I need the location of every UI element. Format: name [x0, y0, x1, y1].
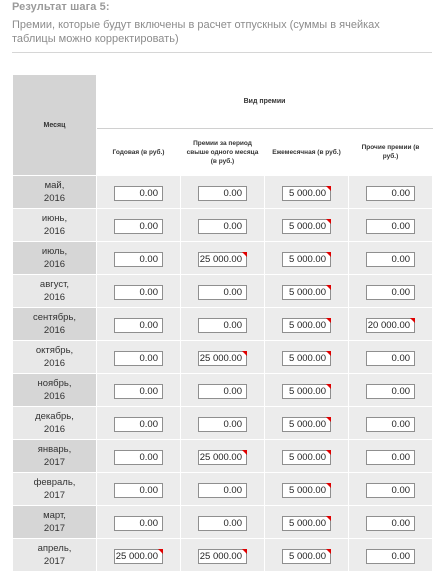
value-cell	[181, 242, 265, 275]
value-cell	[349, 374, 433, 407]
month-name: сентябрь,	[32, 312, 77, 323]
monthly-bonus-input[interactable]: 5 000.00	[282, 285, 331, 300]
month-year: 2017	[43, 523, 66, 534]
period-bonus-input[interactable]: 0.00	[198, 186, 247, 201]
month-year: 2017	[43, 457, 66, 468]
table-row	[13, 440, 433, 473]
month-cell	[13, 176, 97, 209]
period-bonus-input[interactable]: 25 000.00	[198, 549, 247, 564]
period-bonus-input[interactable]: 0.00	[198, 516, 247, 531]
value-cell	[97, 473, 181, 506]
monthly-bonus-input[interactable]: 5 000.00	[282, 318, 331, 333]
value-cell	[265, 506, 349, 539]
other-bonus-input[interactable]: 0.00	[366, 219, 415, 234]
value-cell	[181, 374, 265, 407]
month-cell	[13, 275, 97, 308]
other-bonus-input[interactable]: 0.00	[366, 516, 415, 531]
annual-bonus-input[interactable]: 0.00	[114, 219, 163, 234]
annual-bonus-input[interactable]: 0.00	[114, 417, 163, 432]
month-name: март,	[43, 510, 66, 521]
value-cell	[181, 176, 265, 209]
month-cell	[13, 506, 97, 539]
month-cell	[13, 209, 97, 242]
value-cell	[349, 308, 433, 341]
period-bonus-input[interactable]: 0.00	[198, 417, 247, 432]
value-cell	[349, 341, 433, 374]
month-year: 2016	[43, 391, 66, 402]
month-year: 2016	[43, 259, 66, 270]
table-row	[13, 341, 433, 374]
month-name: ноябрь,	[37, 378, 72, 389]
period-bonus-input[interactable]: 0.00	[198, 384, 247, 399]
value-cell	[97, 539, 181, 572]
month-cell	[13, 440, 97, 473]
monthly-bonus-input[interactable]: 5 000.00	[282, 219, 331, 234]
bonus-type-header: Вид премии	[97, 75, 433, 129]
value-cell	[349, 242, 433, 275]
monthly-bonus-input[interactable]: 5 000.00	[282, 384, 331, 399]
value-cell	[265, 407, 349, 440]
annual-bonus-input[interactable]: 0.00	[114, 384, 163, 399]
table-row	[13, 209, 433, 242]
table-row	[13, 176, 433, 209]
period-bonus-input[interactable]: 25 000.00	[198, 351, 247, 366]
table-row	[13, 374, 433, 407]
month-name: июнь,	[41, 213, 68, 224]
value-cell	[349, 209, 433, 242]
month-cell	[13, 308, 97, 341]
table-row	[13, 275, 433, 308]
column-header-monthly: Ежемесячная (в руб.)	[265, 129, 349, 176]
value-cell	[97, 440, 181, 473]
other-bonus-input[interactable]: 0.00	[366, 384, 415, 399]
column-header-other: Прочие премии (в руб.)	[349, 129, 433, 176]
value-cell	[265, 209, 349, 242]
step-subtitle: Премии, которые будут включены в расчет отпускных (суммы в ячейках таблицы можно корректировать)	[12, 19, 380, 45]
monthly-bonus-input[interactable]: 5 000.00	[282, 252, 331, 267]
value-cell	[181, 308, 265, 341]
value-cell	[97, 308, 181, 341]
value-cell	[349, 275, 433, 308]
bonus-table	[12, 74, 433, 572]
value-cell	[349, 440, 433, 473]
value-cell	[265, 275, 349, 308]
month-year: 2016	[43, 292, 66, 303]
annual-bonus-input[interactable]: 0.00	[114, 285, 163, 300]
month-name: февраль,	[33, 477, 76, 488]
value-cell	[181, 341, 265, 374]
monthly-bonus-input[interactable]: 5 000.00	[282, 351, 331, 366]
annual-bonus-input[interactable]: 25 000.00	[114, 549, 163, 564]
step-title: Результат шага 5:	[12, 1, 110, 13]
month-cell	[13, 374, 97, 407]
value-cell	[265, 176, 349, 209]
monthly-bonus-input[interactable]: 5 000.00	[282, 186, 331, 201]
table-row	[13, 539, 433, 572]
value-cell	[97, 506, 181, 539]
value-cell	[265, 440, 349, 473]
value-cell	[181, 407, 265, 440]
month-cell	[13, 407, 97, 440]
month-year: 2016	[43, 358, 66, 369]
period-bonus-input[interactable]: 0.00	[198, 483, 247, 498]
value-cell	[181, 506, 265, 539]
month-year: 2016	[43, 424, 66, 435]
separator	[12, 52, 432, 53]
month-cell	[13, 341, 97, 374]
value-cell	[265, 539, 349, 572]
month-name: апрель,	[37, 543, 72, 554]
other-bonus-input[interactable]: 0.00	[366, 483, 415, 498]
value-cell	[181, 209, 265, 242]
annual-bonus-input[interactable]: 0.00	[114, 252, 163, 267]
value-cell	[265, 374, 349, 407]
month-name: май,	[44, 180, 65, 191]
monthly-bonus-input[interactable]: 5 000.00	[282, 516, 331, 531]
table-row	[13, 242, 433, 275]
month-year: 2017	[43, 556, 66, 567]
month-year: 2016	[43, 193, 66, 204]
monthly-bonus-input[interactable]: 5 000.00	[282, 417, 331, 432]
value-cell	[97, 374, 181, 407]
month-year: 2016	[43, 226, 66, 237]
month-name: июль,	[41, 246, 68, 257]
value-cell	[349, 176, 433, 209]
month-name: январь,	[37, 444, 72, 455]
table-row	[13, 473, 433, 506]
value-cell	[349, 506, 433, 539]
month-cell	[13, 473, 97, 506]
value-cell	[265, 242, 349, 275]
value-cell	[181, 275, 265, 308]
annual-bonus-input[interactable]: 0.00	[114, 516, 163, 531]
table-row	[13, 506, 433, 539]
month-column-header: Месяц	[13, 75, 97, 176]
annual-bonus-input[interactable]: 0.00	[114, 450, 163, 465]
month-year: 2017	[43, 490, 66, 501]
monthly-bonus-input[interactable]: 5 000.00	[282, 483, 331, 498]
other-bonus-input[interactable]: 0.00	[366, 417, 415, 432]
monthly-bonus-input[interactable]: 5 000.00	[282, 549, 331, 564]
month-year: 2016	[43, 325, 66, 336]
value-cell	[97, 341, 181, 374]
month-cell	[13, 242, 97, 275]
other-bonus-input[interactable]: 0.00	[366, 450, 415, 465]
other-bonus-input[interactable]: 20 000.00	[366, 318, 415, 333]
month-cell	[13, 539, 97, 572]
value-cell	[265, 308, 349, 341]
value-cell	[97, 176, 181, 209]
value-cell	[97, 242, 181, 275]
month-name: декабрь,	[35, 411, 74, 422]
period-bonus-input[interactable]: 0.00	[198, 219, 247, 234]
value-cell	[349, 473, 433, 506]
other-bonus-input[interactable]: 0.00	[366, 285, 415, 300]
table-row	[13, 407, 433, 440]
annual-bonus-input[interactable]: 0.00	[114, 483, 163, 498]
period-bonus-input[interactable]: 25 000.00	[198, 252, 247, 267]
value-cell	[97, 407, 181, 440]
column-header-period: Премии за период свыше одного месяца (в руб.)	[181, 129, 265, 176]
month-name: август,	[39, 279, 70, 290]
value-cell	[349, 539, 433, 572]
value-cell	[181, 440, 265, 473]
annual-bonus-input[interactable]: 0.00	[114, 186, 163, 201]
period-bonus-input[interactable]: 25 000.00	[198, 450, 247, 465]
annual-bonus-input[interactable]: 0.00	[114, 318, 163, 333]
value-cell	[97, 209, 181, 242]
value-cell	[97, 275, 181, 308]
annual-bonus-input[interactable]: 0.00	[114, 351, 163, 366]
table-row	[13, 308, 433, 341]
other-bonus-input[interactable]: 0.00	[366, 549, 415, 564]
period-bonus-input[interactable]: 0.00	[198, 285, 247, 300]
period-bonus-input[interactable]: 0.00	[198, 318, 247, 333]
other-bonus-input[interactable]: 0.00	[366, 351, 415, 366]
column-header-annual: Годовая (в руб.)	[97, 129, 181, 176]
value-cell	[265, 341, 349, 374]
value-cell	[349, 407, 433, 440]
month-name: октябрь,	[35, 345, 74, 356]
value-cell	[181, 539, 265, 572]
other-bonus-input[interactable]: 0.00	[366, 252, 415, 267]
value-cell	[265, 473, 349, 506]
value-cell	[181, 473, 265, 506]
other-bonus-input[interactable]: 0.00	[366, 186, 415, 201]
monthly-bonus-input[interactable]: 5 000.00	[282, 450, 331, 465]
